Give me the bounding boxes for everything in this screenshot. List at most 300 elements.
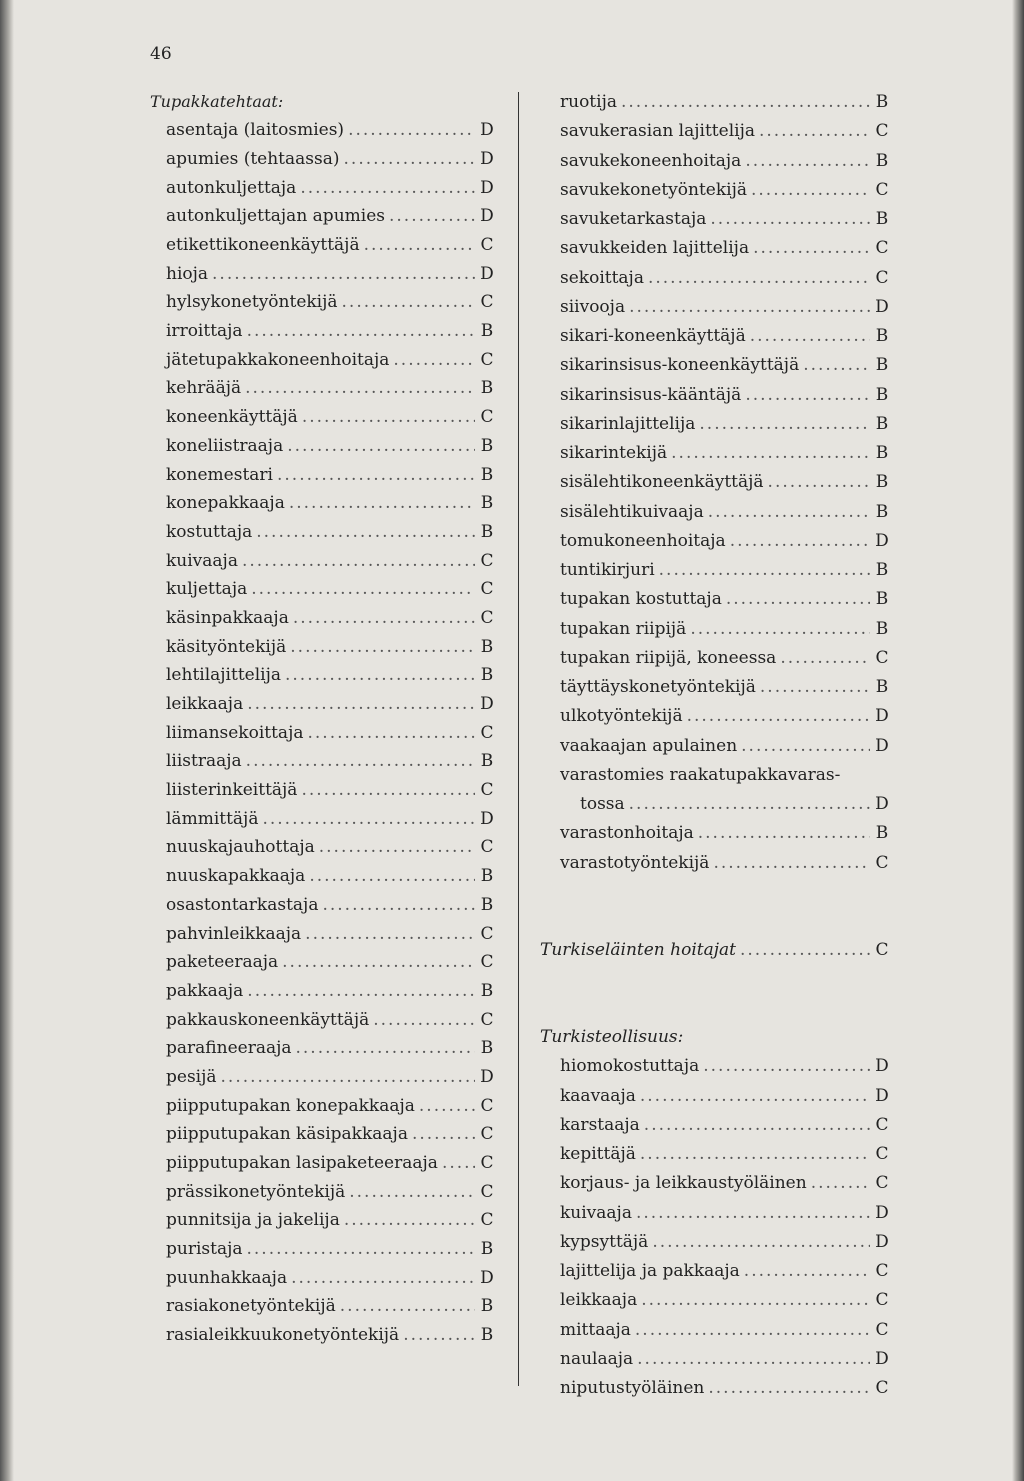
occupation-row [540, 322, 890, 351]
occupation-name: sisälehtikuivaaja [560, 501, 704, 522]
occupation-grade: C [875, 1173, 889, 1194]
dot-leader [750, 322, 870, 351]
occupation-name: jätetupakkakoneenhoitaja [166, 349, 390, 370]
occupation-name: piipputupakan käsipakkaaja [166, 1124, 408, 1145]
occupation-grade: C [480, 349, 494, 370]
dot-leader [710, 205, 870, 234]
dot-leader [648, 264, 870, 293]
occupation-row [150, 690, 495, 719]
occupation-grade: B [875, 443, 889, 463]
dot-leader [342, 288, 475, 317]
dot-leader [251, 575, 475, 604]
occupation-grade: C [480, 837, 494, 858]
section-gap [540, 878, 890, 936]
occupation-grade: C [480, 235, 494, 256]
occupation-name: vaakaajan apulainen [560, 735, 738, 756]
occupation-name: tuntikirjuri [560, 560, 655, 580]
occupation-grade: C [875, 267, 889, 288]
occupation-row [150, 719, 495, 748]
occupation-grade: C [875, 1290, 889, 1311]
occupation-name: puristaja [166, 1239, 243, 1260]
dot-leader [726, 585, 870, 614]
occupation-row [540, 849, 890, 878]
occupation-row [540, 381, 890, 410]
occupation-name: irroittaja [166, 321, 243, 342]
occupation-row [150, 518, 495, 547]
dot-leader [247, 1235, 476, 1264]
occupation-row [540, 264, 890, 293]
dot-leader [300, 174, 475, 203]
dot-leader [671, 439, 870, 468]
occupation-grade: C [480, 722, 494, 743]
dot-leader [687, 702, 870, 731]
occupation-row [540, 1169, 890, 1198]
occupation-name: liisterinkeittäjä [166, 780, 298, 801]
occupation-name: sikarintekijä [560, 443, 668, 463]
dot-leader [740, 936, 870, 965]
dot-leader [745, 147, 870, 176]
dot-leader [629, 790, 870, 819]
occupation-name: sisälehtikoneenkäyttäjä [560, 472, 764, 493]
occupation-grade: B [480, 1325, 494, 1346]
occupation-row [150, 805, 495, 834]
occupation-row [540, 234, 890, 263]
occupation-grade: B [480, 464, 494, 485]
dot-leader [319, 833, 475, 862]
occupation-row [540, 88, 890, 117]
occupation-name: pahvinleikkaaja [166, 923, 302, 944]
occupation-row [540, 439, 890, 468]
occupation-grade: B [875, 618, 889, 639]
dot-leader [442, 1149, 475, 1178]
occupation-row [150, 489, 495, 518]
occupation-name: piipputupakan konepakkaaja [166, 1095, 415, 1116]
dot-leader [348, 116, 475, 145]
dot-leader [301, 776, 475, 805]
occupation-row [150, 1006, 495, 1035]
occupation-row [540, 1111, 890, 1140]
occupation-grade: D [875, 1202, 889, 1223]
occupation-grade: B [875, 589, 889, 610]
occupation-row [150, 260, 495, 289]
occupation-row-varastomies-cont [540, 790, 890, 819]
occupation-name: savuketarkastaja [560, 209, 707, 229]
occupation-grade: C [875, 179, 889, 200]
dot-leader [412, 1120, 475, 1149]
dot-leader [285, 661, 475, 690]
occupation-row [540, 1228, 890, 1257]
occupation-name: kypsyttäjä [560, 1231, 649, 1252]
occupation-grade: B [480, 1038, 494, 1059]
occupation-grade: B [480, 1296, 494, 1317]
occupation-name: apumies (tehtaassa) [166, 148, 340, 169]
occupation-row [540, 410, 890, 439]
dot-leader [305, 920, 475, 949]
occupation-name: ulkotyöntekijä [560, 706, 683, 727]
occupation-grade: D [875, 1231, 889, 1252]
occupation-name: lämmittäjä [166, 808, 259, 829]
dot-leader [340, 1292, 475, 1321]
occupation-name: hylsykonetyöntekijä [166, 292, 338, 313]
dot-leader [745, 381, 870, 410]
occupation-row [540, 732, 890, 761]
occupation-row [150, 432, 495, 461]
dot-leader [262, 805, 475, 834]
occupation-name: nuuskapakkaaja [166, 866, 306, 887]
section-heading-turkisteollisuus: Turkisteollisuus: [540, 1027, 684, 1047]
occupation-row [150, 776, 495, 805]
dot-leader [803, 351, 870, 380]
occupation-grade: C [875, 1261, 889, 1281]
occupation-grade: C [480, 1124, 494, 1145]
section-gap [540, 965, 890, 1023]
occupation-row [150, 116, 495, 145]
dot-leader [699, 410, 870, 439]
occupation-name: koneliistraaja [166, 435, 284, 456]
dot-leader [741, 732, 870, 761]
occupation-grade: B [480, 435, 494, 456]
section-heading-tupakkatehtaat: Tupakkatehtaat: [150, 92, 284, 111]
dot-leader [637, 1345, 870, 1374]
dot-leader [277, 461, 475, 490]
page-edge-left [0, 0, 14, 1481]
occupation-grade: C [875, 1378, 889, 1398]
dot-leader [393, 346, 475, 375]
page-number: 46 [150, 44, 172, 64]
occupation-name: osastontarkastaja [166, 894, 319, 915]
dot-leader [641, 1286, 870, 1315]
occupation-grade: C [875, 238, 889, 259]
occupation-name: lajittelija ja pakkaaja [560, 1261, 740, 1281]
occupation-row [150, 346, 495, 375]
occupation-name: liistraaja [166, 751, 242, 772]
occupation-row [150, 1321, 495, 1350]
dot-leader [302, 403, 475, 432]
occupation-grade: D [875, 530, 889, 551]
occupation-grade: C [480, 1095, 494, 1116]
dot-leader [322, 891, 475, 920]
dot-leader [290, 633, 475, 662]
occupation-name: kostuttaja [166, 521, 253, 542]
occupation-name: savukkeiden lajittelija [560, 238, 750, 259]
occupation-name: korjaus- ja leikkaustyöläinen [560, 1173, 807, 1194]
occupation-name: asentaja (laitosmies) [166, 120, 345, 141]
right-column [540, 88, 890, 1403]
dot-leader [636, 1199, 870, 1228]
occupation-name: kepittäjä [560, 1144, 636, 1164]
occupation-grade: B [480, 321, 494, 342]
occupation-row [150, 920, 495, 949]
occupation-grade: B [875, 384, 889, 405]
occupation-grade: B [875, 413, 889, 434]
occupation-row [150, 1149, 495, 1178]
occupation-name: leikkaaja [166, 694, 244, 715]
occupation-name: ruotija [560, 92, 617, 112]
occupation-row [540, 702, 890, 731]
occupation-name: pakkauskoneenkäyttäjä [166, 1009, 370, 1030]
dot-leader [652, 1228, 870, 1257]
dot-leader [703, 1052, 870, 1081]
occupation-name: liimansekoittaja [166, 722, 304, 743]
occupation-row [150, 374, 495, 403]
occupation-grade: B [480, 866, 494, 887]
occupation-grade: C [480, 607, 494, 628]
occupation-row [150, 202, 495, 231]
dot-leader [344, 145, 475, 174]
occupation-name: varastomies raakatupakkavaras- [560, 764, 841, 785]
occupation-row [150, 1063, 495, 1092]
occupation-grade: D [480, 120, 494, 141]
occupation-row [150, 977, 495, 1006]
occupation-grade: B [875, 501, 889, 522]
dot-leader [242, 547, 475, 576]
dot-leader [635, 1316, 870, 1345]
occupation-name: nuuskajauhottaja [166, 837, 315, 858]
dot-leader [212, 260, 475, 289]
occupation-name: paketeeraaja [166, 952, 279, 973]
occupation-name: kuivaaja [560, 1202, 632, 1223]
dot-leader [245, 374, 475, 403]
column-divider [518, 92, 519, 1386]
occupation-row [540, 1286, 890, 1315]
occupation-row [540, 1374, 890, 1403]
occupation-name: parafineeraaja [166, 1038, 292, 1059]
occupation-name: kuljettaja [166, 579, 248, 600]
page-edge-right [1012, 0, 1024, 1481]
occupation-grade: B [875, 560, 889, 580]
dot-leader [713, 849, 870, 878]
occupation-grade: B [480, 665, 494, 686]
occupation-grade: C [480, 407, 494, 428]
occupation-grade: C [480, 1009, 494, 1030]
occupation-name: piipputupakan lasipaketeeraaja [166, 1153, 438, 1174]
occupation-grade: D [480, 206, 494, 227]
dot-leader [287, 432, 475, 461]
occupation-name: prässikonetyöntekijä [166, 1181, 346, 1202]
occupation-row [150, 317, 495, 346]
dot-leader [730, 527, 870, 556]
occupation-name: sikarinsisus-koneenkäyttäjä [560, 355, 800, 376]
dot-leader [247, 690, 475, 719]
dot-leader [780, 644, 870, 673]
occupation-name: rasialeikkuukonetyöntekijä [166, 1325, 400, 1346]
dot-leader [309, 862, 475, 891]
dot-leader [659, 556, 870, 585]
occupation-row [150, 461, 495, 490]
occupation-grade: B [480, 521, 494, 542]
occupation-row [540, 498, 890, 527]
occupation-grade: B [875, 355, 889, 376]
occupation-grade: D [875, 1056, 889, 1077]
occupation-row [540, 351, 890, 380]
occupation-row [150, 833, 495, 862]
occupation-grade: C [875, 1114, 889, 1135]
dot-leader [247, 977, 475, 1006]
occupation-row [540, 819, 890, 848]
dot-leader [291, 1264, 475, 1293]
occupation-name: pakkaaja [166, 980, 244, 1001]
occupation-grade: C [480, 1210, 494, 1231]
occupation-row [540, 205, 890, 234]
occupation-row [540, 615, 890, 644]
occupation-row [150, 403, 495, 432]
occupation-grade: C [480, 292, 494, 313]
occupation-row [540, 1140, 890, 1169]
occupation-row [150, 1120, 495, 1149]
right-occupation-list-b [540, 819, 890, 878]
dot-leader [744, 1257, 870, 1286]
occupation-grade: D [480, 694, 494, 715]
right-occupation-list-c [540, 1052, 890, 1403]
occupation-row [150, 1264, 495, 1293]
dot-leader [759, 117, 870, 146]
occupation-row [540, 644, 890, 673]
occupation-grade: C [875, 939, 889, 960]
dot-leader [349, 1178, 475, 1207]
dot-leader [293, 604, 475, 633]
occupation-grade: C [480, 550, 494, 571]
occupation-row [150, 1292, 495, 1321]
dot-leader [389, 202, 475, 231]
occupation-grade: B [480, 894, 494, 915]
occupation-name: koneenkäyttäjä [166, 407, 298, 428]
occupation-grade: C [480, 780, 494, 801]
dot-leader [246, 747, 475, 776]
occupation-grade: D [480, 148, 494, 169]
occupation-grade: D [480, 177, 494, 198]
occupation-grade: D [875, 1085, 889, 1106]
occupation-row [150, 231, 495, 260]
occupation-row [540, 1199, 890, 1228]
occupation-name: puunhakkaaja [166, 1267, 288, 1288]
occupation-row [540, 1052, 890, 1081]
occupation-row [540, 527, 890, 556]
occupation-name: varastonhoitaja [560, 823, 694, 844]
occupation-row [150, 747, 495, 776]
occupation-name: mittaaja [560, 1319, 631, 1340]
occupation-grade: B [480, 1239, 494, 1260]
occupation-row [540, 176, 890, 205]
dot-leader [621, 88, 870, 117]
left-occupation-list [150, 116, 495, 1350]
occupation-grade: D [875, 735, 889, 756]
occupation-grade: B [480, 378, 494, 399]
dot-leader [640, 1082, 870, 1111]
occupation-grade: B [480, 636, 494, 657]
occupation-row [150, 1206, 495, 1235]
occupation-row [150, 948, 495, 977]
dot-leader [698, 819, 870, 848]
occupation-name: rasiakonetyöntekijä [166, 1296, 336, 1317]
occupation-name: sekoittaja [560, 267, 644, 288]
occupation-row [150, 633, 495, 662]
dot-leader [751, 176, 870, 205]
occupation-name: savukekonetyöntekijä [560, 179, 747, 200]
occupation-row [150, 1092, 495, 1121]
dot-leader [247, 317, 475, 346]
occupation-name: sikarinsisus-kääntäjä [560, 384, 742, 405]
occupation-name: hioja [166, 263, 209, 284]
dot-leader [373, 1006, 475, 1035]
occupation-name: naulaaja [560, 1348, 634, 1369]
occupation-grade: D [875, 1348, 889, 1369]
occupation-grade: D [480, 1066, 494, 1087]
dot-leader [708, 1374, 870, 1403]
dot-leader [256, 518, 475, 547]
occupation-name: savukekoneenhoitaja [560, 150, 742, 171]
occupation-grade: B [875, 677, 889, 697]
dot-leader [708, 498, 870, 527]
occupation-row [540, 1257, 890, 1286]
occupation-grade: B [875, 823, 889, 844]
occupation-name: leikkaaja [560, 1290, 638, 1311]
right-occupation-list-a [540, 88, 890, 761]
occupation-name: lehtilajittelija [166, 665, 281, 686]
occupation-name: kaavaaja [560, 1085, 636, 1106]
occupation-grade: B [480, 493, 494, 514]
occupation-row [150, 575, 495, 604]
occupation-name: Turkiseläinten hoitajat [540, 939, 736, 960]
occupation-row-turkiselainten-hoitajat [540, 936, 890, 965]
dot-leader [289, 489, 475, 518]
dot-leader [768, 468, 870, 497]
occupation-name: käsityöntekijä [166, 636, 287, 657]
occupation-grade: C [480, 1181, 494, 1202]
occupation-row [150, 547, 495, 576]
occupation-name: hiomokostuttaja [560, 1056, 700, 1077]
dot-leader [419, 1092, 475, 1121]
occupation-row [150, 891, 495, 920]
occupation-name: tomukoneenhoitaja [560, 530, 726, 551]
occupation-grade: C [480, 923, 494, 944]
occupation-grade: D [480, 808, 494, 829]
occupation-grade: C [480, 1153, 494, 1174]
occupation-name: pesijä [166, 1066, 217, 1087]
occupation-row [150, 1178, 495, 1207]
dot-leader [307, 719, 475, 748]
occupation-row [150, 661, 495, 690]
occupation-name: tupakan kostuttaja [560, 589, 722, 610]
occupation-name: autonkuljettajan apumies [166, 206, 385, 227]
occupation-name: savukerasian lajittelija [560, 121, 755, 142]
occupation-name: varastotyöntekijä [560, 852, 710, 873]
dot-leader [403, 1321, 475, 1350]
occupation-row-varastomies [540, 761, 890, 790]
dot-leader [296, 1034, 476, 1063]
occupation-name: täyttäyskonetyöntekijä [560, 677, 756, 697]
occupation-grade: C [875, 1144, 889, 1164]
occupation-row [150, 174, 495, 203]
dot-leader [221, 1063, 475, 1092]
occupation-row [540, 1316, 890, 1345]
occupation-row [150, 145, 495, 174]
occupation-name: kehrääjä [166, 378, 242, 399]
occupation-grade: C [875, 121, 889, 142]
occupation-grade: D [480, 1267, 494, 1288]
occupation-grade: B [875, 209, 889, 229]
occupation-name: tupakan riipijä, koneessa [560, 647, 777, 668]
dot-leader [640, 1140, 870, 1169]
occupation-row [540, 293, 890, 322]
occupation-name: tupakan riipijä [560, 618, 687, 639]
occupation-row [150, 862, 495, 891]
dot-leader [344, 1206, 475, 1235]
occupation-name: konemestari [166, 464, 273, 485]
occupation-name: sikarinlajittelija [560, 413, 696, 434]
occupation-name: punnitsija ja jakelija [166, 1210, 340, 1231]
occupation-row [540, 147, 890, 176]
occupation-row [150, 604, 495, 633]
